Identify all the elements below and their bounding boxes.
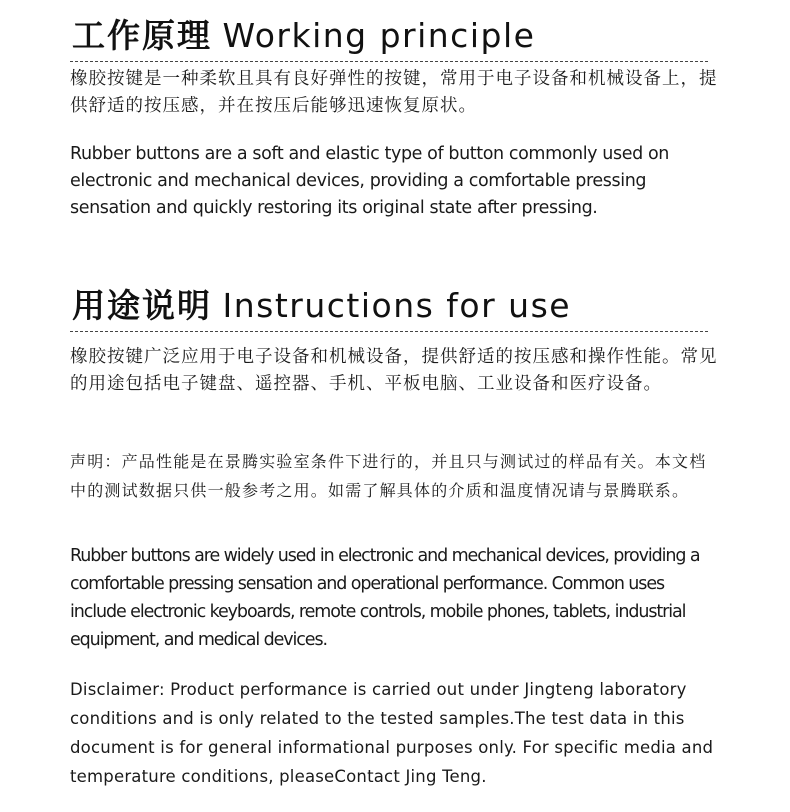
working-principle-title-cn: 工作原理: [72, 16, 212, 55]
disclaimer-en: Disclaimer: Product performance is carried out under Jingteng laboratory conditions and is only related to the tested samples.The test data in this document is for general informational purposes only. For specific media and temperature conditions, pleaseContact Jing Teng.: [70, 680, 714, 786]
instructions-body-en: Rubber buttons are widely used in electronic and mechanical devices, providing a comfortable pressing sensation and operational performance. Common uses include electronic keyboards, remote controls, mobile phones, tablets, industrial equipment, and medical devices.: [70, 546, 700, 650]
instructions-body-cn: 橡胶按键广泛应用于电子设备和机械设备，提供舒适的按压感和操作性能。常见的用途包括电子键盘、遥控器、手机、平板电脑、工业设备和医疗设备。: [70, 347, 718, 394]
instructions-title: [72, 286, 571, 326]
working-principle-title-en: Working principle: [222, 16, 536, 55]
working-principle-body-en: Rubber buttons are a soft and elastic type of button commonly used on electronic and mechanical devices, providing a comfortable pressing sensation and quickly restoring its original state after pressing.: [70, 144, 669, 218]
working-principle-divider: [70, 61, 708, 62]
working-principle-body-cn: 橡胶按键是一种柔软且具有良好弹性的按键，常用于电子设备和机械设备上，提供舒适的按压感，并在按压后能够迅速恢复原状。: [70, 69, 718, 116]
disclaimer-cn: 声明：产品性能是在景腾实验室条件下进行的，并且只与测试过的样品有关。本文档中的测试数据只供一般参考之用。如需了解具体的介质和温度情况请与景腾联系。: [70, 452, 707, 500]
instructions-title-en: Instructions for use: [222, 286, 572, 325]
instructions-title-cn: 用途说明: [72, 286, 212, 325]
working-principle-title: [72, 16, 535, 56]
instructions-divider: [70, 331, 708, 332]
